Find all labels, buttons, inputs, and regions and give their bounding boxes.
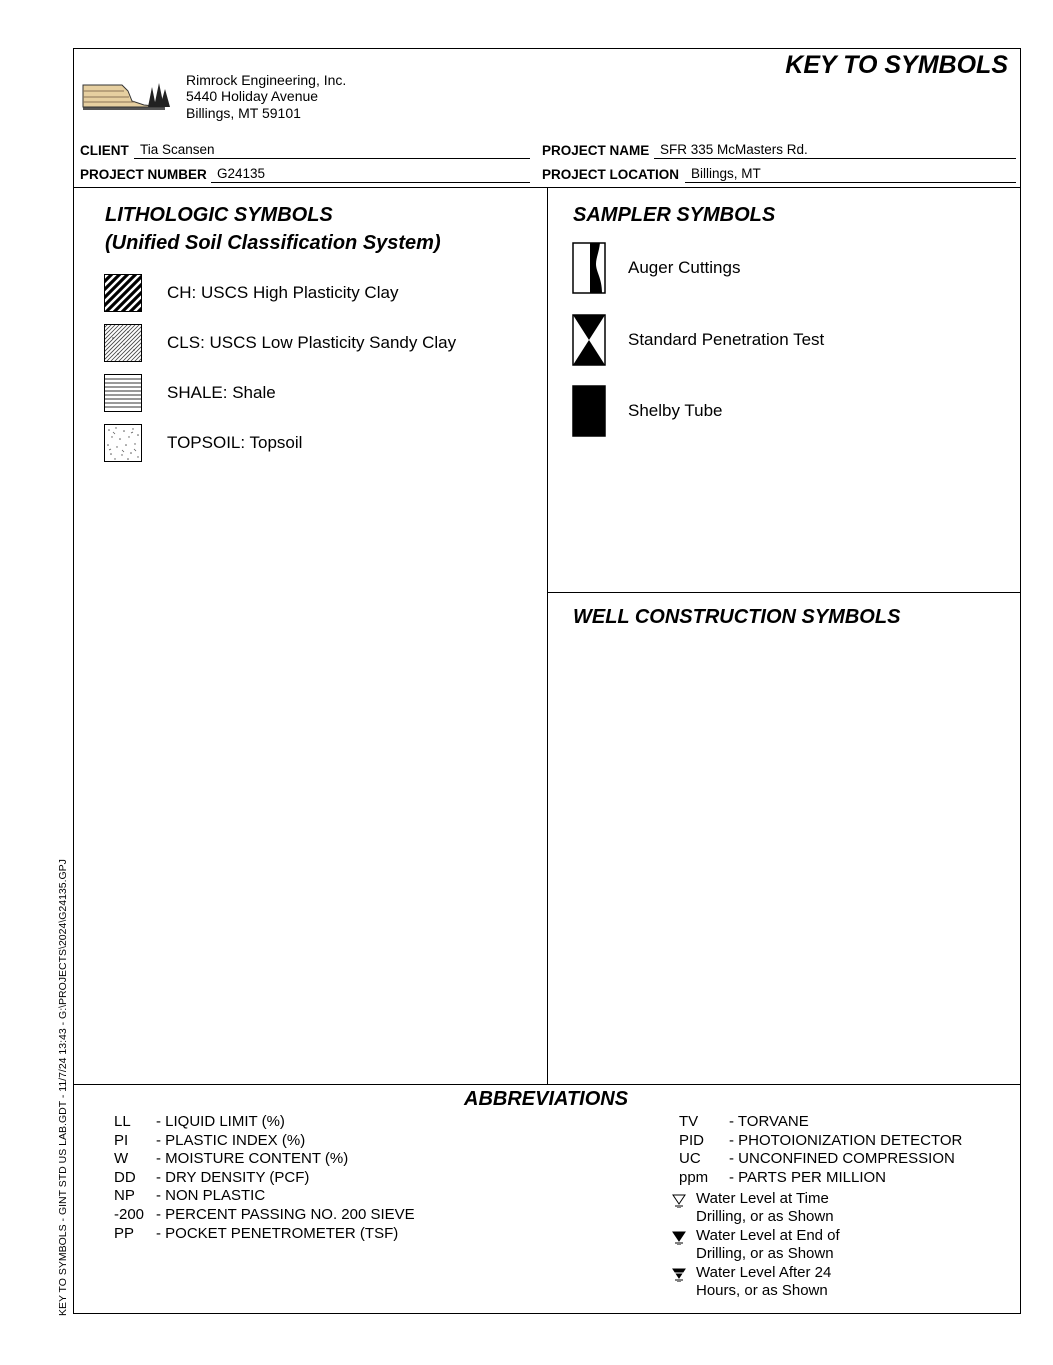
abbreviation-desc: - NON PLASTIC	[156, 1187, 266, 1205]
abbreviation-row	[114, 1132, 305, 1151]
abbreviation-code: PI	[114, 1131, 129, 1149]
project-location-label: PROJECT LOCATION	[542, 167, 680, 182]
lithologic-subheading: (Unified Soil Classification System)	[105, 232, 441, 254]
spt-icon	[572, 314, 606, 366]
litho-label-shale: SHALE: Shale	[167, 383, 276, 402]
abbreviation-row	[114, 1187, 265, 1206]
project-location-value: Billings, MT	[685, 166, 1016, 183]
sampler-label-spt: Standard Penetration Test	[628, 330, 825, 349]
lithologic-heading: LITHOLOGIC SYMBOLS	[105, 204, 333, 226]
company-address: 5440 Holiday Avenue	[186, 88, 319, 104]
abbreviation-row	[114, 1150, 348, 1169]
sampler-label-auger: Auger Cuttings	[628, 258, 741, 277]
abbreviation-code: -200	[114, 1206, 145, 1223]
water-level-time-line2: Drilling, or as Shown	[696, 1208, 834, 1225]
abbreviation-row	[114, 1206, 415, 1225]
sampler-heading: SAMPLER SYMBOLS	[573, 204, 776, 226]
fine-diagonal-hatch-icon	[104, 324, 142, 362]
abbreviation-code: NP	[114, 1187, 135, 1205]
page-title: KEY TO SYMBOLS	[785, 51, 1008, 79]
project-name-value: SFR 335 McMasters Rd.	[654, 142, 1016, 159]
abbreviation-desc: - PARTS PER MILLION	[729, 1168, 886, 1186]
project-number-value: G24135	[211, 166, 530, 183]
footer-side-text: KEY TO SYMBOLS - GINT STD US LAB.GDT - 11/7/24 13:43 - G:\PROJECTS\2024\G24135.GPJ	[57, 859, 69, 1316]
abbreviation-desc: - PERCENT PASSING NO. 200 SIEVE	[156, 1206, 415, 1223]
abbreviation-row	[679, 1132, 962, 1151]
water-level-time-line1: Water Level at Time	[696, 1190, 829, 1207]
water-level-hollow-icon	[672, 1194, 686, 1208]
horizontal-lines-icon	[104, 374, 142, 412]
abbreviation-code: ppm	[679, 1168, 709, 1186]
abbreviation-desc: - MOISTURE CONTENT (%)	[156, 1150, 349, 1168]
abbreviation-desc: - PLASTIC INDEX (%)	[156, 1131, 306, 1149]
project-name-label: PROJECT NAME	[542, 143, 650, 158]
column-divider	[547, 187, 548, 1084]
water-level-end-line2: Drilling, or as Shown	[696, 1245, 834, 1262]
water-level-24hr-line2: Hours, or as Shown	[696, 1282, 828, 1299]
abbreviation-row	[679, 1150, 955, 1169]
well-construction-heading: WELL CONSTRUCTION SYMBOLS	[573, 606, 901, 628]
abbreviation-code: UC	[679, 1150, 701, 1168]
shelby-tube-icon	[572, 385, 606, 437]
client-value: Tia Scansen	[134, 142, 530, 159]
abbreviation-code: DD	[114, 1168, 136, 1186]
litho-label-ch: CH: USCS High Plasticity Clay	[167, 283, 399, 302]
client-label: CLIENT	[80, 143, 129, 158]
key-to-symbols-sheet	[73, 48, 1021, 1314]
abbreviation-row	[679, 1113, 809, 1132]
abbreviation-row	[114, 1113, 285, 1132]
abbreviation-desc: - LIQUID LIMIT (%)	[156, 1113, 285, 1130]
abbreviation-code: PP	[114, 1224, 135, 1242]
abbreviation-code: W	[114, 1150, 129, 1168]
company-name: Rimrock Engineering, Inc.	[186, 72, 347, 88]
abbreviation-code: TV	[679, 1113, 699, 1130]
abbreviation-row	[679, 1169, 886, 1188]
abbreviations-heading: ABBREVIATIONS	[464, 1088, 629, 1110]
sampler-well-divider	[547, 592, 1020, 593]
abbreviation-desc: - PHOTOIONIZATION DETECTOR	[729, 1131, 963, 1149]
speckled-icon	[104, 424, 142, 462]
abbreviation-code: LL	[114, 1113, 131, 1130]
abbreviation-desc: - UNCONFINED COMPRESSION	[729, 1150, 955, 1168]
sampler-label-shelby: Shelby Tube	[628, 401, 723, 420]
abbreviation-desc: - POCKET PENETROMETER (TSF)	[156, 1224, 399, 1242]
auger-cuttings-icon	[572, 242, 606, 294]
abbreviation-desc: - DRY DENSITY (PCF)	[156, 1168, 310, 1186]
abbreviation-code: PID	[679, 1131, 705, 1149]
water-level-24hr-line1: Water Level After 24	[696, 1264, 832, 1281]
company-city: Billings, MT 59101	[186, 105, 301, 121]
project-number-label: PROJECT NUMBER	[80, 167, 207, 182]
litho-label-cls: CLS: USCS Low Plasticity Sandy Clay	[167, 333, 457, 352]
rimrock-logo	[82, 79, 172, 111]
abbreviation-row	[114, 1169, 309, 1188]
abbreviations-divider	[74, 1084, 1020, 1085]
litho-label-topsoil: TOPSOIL: Topsoil	[167, 433, 303, 452]
heavy-diagonal-hatch-icon	[104, 274, 142, 312]
water-level-end-line1: Water Level at End of	[696, 1227, 840, 1244]
abbreviation-row	[114, 1225, 398, 1244]
abbreviation-desc: - TORVANE	[729, 1113, 809, 1130]
water-level-24hr-icon	[672, 1268, 686, 1282]
water-level-filled-icon	[672, 1231, 686, 1245]
